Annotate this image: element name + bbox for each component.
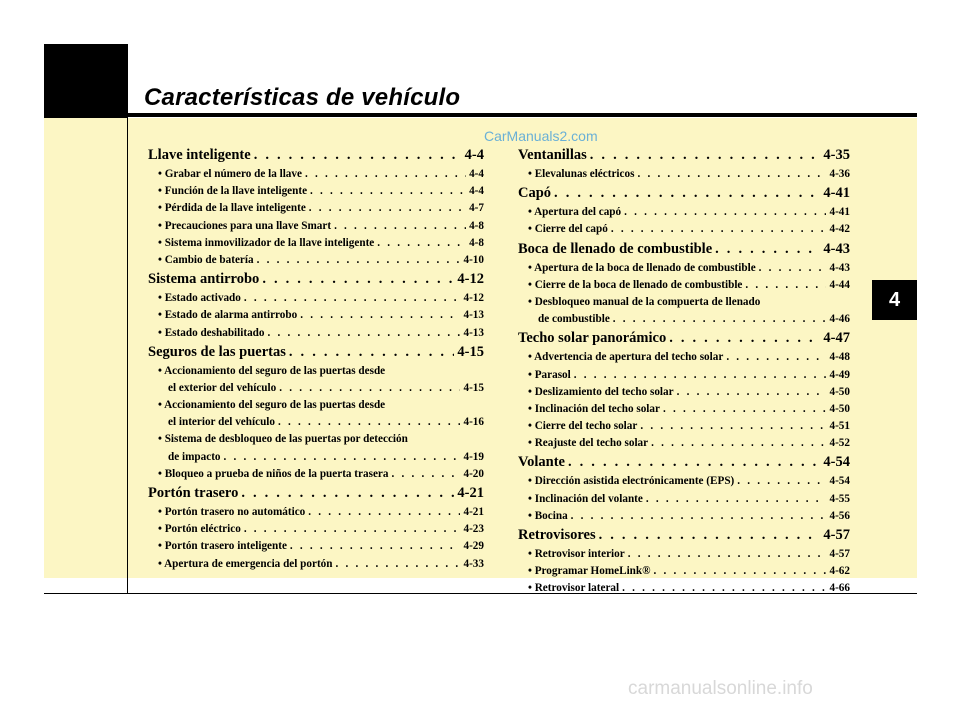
section-page-number: 4-43 [823,240,850,257]
section-title: Ventanillas [518,147,587,163]
toc-left-column [148,145,484,573]
entry-page-number: 4-46 [829,313,850,326]
margin-rule [127,118,128,594]
leader-dots [224,449,461,466]
entry-label: • Portón trasero inteligente [158,540,287,553]
toc-entry[interactable] [518,367,850,384]
toc-entry[interactable] [518,473,850,490]
toc-section-heading[interactable] [518,239,850,260]
section-title: Boca de llenado de combustible [518,240,713,257]
toc-section-heading[interactable] [518,183,850,204]
toc-entry[interactable] [148,235,484,252]
toc-entry[interactable] [518,221,850,238]
leader-dots [257,252,461,269]
entry-label-line2 [528,311,850,328]
leader-dots [715,239,820,260]
section-title: Techo solar panorámico [518,330,667,347]
leader-dots [278,414,460,431]
toc-entry[interactable] [518,563,850,580]
entry-label: • Sistema inmovilizador de la llave inteligente [158,236,375,249]
leader-dots [308,504,460,521]
entry-page-number: 4-19 [463,450,484,463]
section-title: Seguros de las puertas [148,343,286,360]
toc-entry[interactable] [148,521,484,538]
leader-dots [309,200,466,217]
entry-page-number: 4-15 [463,381,484,394]
entry-label: • Programar HomeLink® [528,565,651,578]
entry-page-number: 4-13 [463,326,484,339]
entry-label: • Reajuste del techo solar [528,437,649,450]
entry-label-line1: • Desbloqueo manual de la compuerta de llenado [528,295,761,308]
toc-entry[interactable] [518,491,850,508]
entry-page-number: 4-49 [829,368,850,381]
section-title: Volante [518,454,565,471]
entry-page-number: 4-42 [829,223,850,236]
toc-entry[interactable] [518,384,850,401]
toc-entry[interactable] [148,307,484,324]
toc-entry[interactable] [148,363,484,397]
leader-dots [241,483,454,504]
toc-entry[interactable] [518,418,850,435]
entry-page-number: 4-10 [463,253,484,266]
toc-section-heading[interactable] [148,483,484,504]
entry-label-line2 [158,449,484,466]
entry-page-number: 4-44 [829,278,850,291]
entry-page-number: 4-57 [829,548,850,560]
entry-page-number: 4-12 [463,292,484,305]
leader-dots [759,260,827,277]
toc-section-heading[interactable] [148,269,484,290]
leader-dots [268,325,461,342]
toc-entry[interactable] [148,556,484,573]
section-page-number: 4-47 [823,330,850,347]
toc-entry[interactable] [148,218,484,235]
toc-entry[interactable] [148,200,484,217]
entry-label-line2 [158,414,484,431]
toc-section-heading[interactable] [518,452,850,473]
toc-entry[interactable] [518,580,850,597]
section-title: Retrovisores [518,527,596,543]
entry-page-number: 4-16 [463,416,484,429]
entry-label: el exterior del vehículo [168,381,277,394]
leader-dots [669,328,820,349]
toc-section-heading[interactable] [518,328,850,349]
entry-page-number: 4-43 [829,261,850,274]
entry-label: • Dirección asistida electrónicamente (EPS) [528,475,735,488]
leader-dots [244,521,461,538]
entry-label: • Portón trasero no automático [158,506,306,518]
entry-label: el interior del vehículo [168,416,275,429]
page-title: Características de vehículo [144,84,461,111]
leader-dots [568,452,820,473]
leader-dots [624,204,826,221]
entry-label: • Portón eléctrico [158,523,241,536]
leader-dots [254,145,462,166]
chapter-tab[interactable]: 4 [872,280,917,320]
entry-label: • Bocina [528,509,568,522]
leader-dots [310,183,466,200]
entry-label: • Estado de alarma antirrobo [158,309,298,322]
corner-block [44,44,128,118]
toc-entry[interactable] [148,504,484,521]
entry-page-number: 4-50 [829,385,850,398]
leader-dots [613,311,827,328]
entry-page-number: 4-41 [829,206,850,219]
leader-dots [290,538,461,555]
leader-dots [590,145,821,166]
entry-page-number: 4-7 [469,202,484,215]
section-page-number: 4-57 [823,527,850,543]
entry-label: de combustible [538,313,610,326]
leader-dots [289,342,455,363]
entry-page-number: 4-36 [829,168,850,180]
leader-dots [554,183,820,204]
entry-label-line1: • Accionamiento del seguro de las puertas desde [158,364,386,377]
leader-dots [244,290,461,307]
leader-dots [334,218,466,235]
entry-label: • Cierre del capó [528,223,608,236]
toc-entry[interactable] [148,183,484,200]
toc-entry[interactable] [148,538,484,555]
entry-label: • Apertura del capó [528,206,622,219]
entry-label-line2 [158,380,484,397]
section-page-number: 4-4 [464,147,484,163]
leader-dots [628,546,827,563]
entry-page-number: 4-4 [469,168,484,180]
leader-dots [637,166,826,183]
entry-label: • Elevalunas eléctricos [528,168,635,180]
toc-section-heading[interactable] [148,145,484,166]
entry-page-number: 4-21 [463,506,484,518]
toc-entry[interactable] [148,252,484,269]
leader-dots [571,508,827,525]
leader-dots [262,269,454,290]
toc-section-heading[interactable] [518,525,850,546]
leader-dots [391,466,460,483]
toc-entry[interactable] [518,508,850,525]
entry-page-number: 4-29 [463,540,484,553]
toc-entry[interactable] [148,431,484,465]
leader-dots [737,473,826,490]
leader-dots [640,418,826,435]
toc-section-heading[interactable] [518,145,850,166]
toc-entry[interactable] [518,166,850,183]
entry-page-number: 4-66 [829,582,850,595]
toc-entry[interactable] [518,435,850,452]
toc-entry[interactable] [518,260,850,277]
watermark-bottom: carmanualsonline.info [628,678,813,699]
entry-label: • Precauciones para una llave Smart [158,219,332,232]
leader-dots [574,367,827,384]
leader-dots [653,563,826,580]
section-page-number: 4-15 [457,343,484,360]
leader-dots [611,221,827,238]
left-margin-panel [44,118,128,578]
leader-dots [279,380,460,397]
entry-label: • Apertura de la boca de llenado de combustible [528,261,756,274]
entry-label-line1: • Accionamiento del seguro de las puertas desde [158,399,386,412]
section-title: Sistema antirrobo [148,271,260,288]
toc-entry[interactable] [518,546,850,563]
toc-entry[interactable] [518,349,850,366]
section-page-number: 4-21 [457,485,484,501]
entry-label: • Advertencia de apertura del techo solar [528,351,724,364]
toc-entry[interactable] [148,397,484,431]
entry-label: • Grabar el número de la llave [158,168,302,180]
toc-entry[interactable] [148,325,484,342]
entry-page-number: 4-54 [829,475,850,488]
section-page-number: 4-41 [823,185,850,202]
entry-label: • Pérdida de la llave inteligente [158,202,306,215]
leader-dots [305,166,466,183]
toc-entry[interactable] [518,294,850,328]
entry-page-number: 4-13 [463,309,484,322]
toc-right-column [518,145,850,598]
entry-label: • Retrovisor interior [528,548,625,560]
title-rule [128,113,917,117]
section-title: Capó [518,185,552,202]
entry-page-number: 4-51 [829,420,850,433]
toc-entry[interactable] [518,401,850,418]
entry-label: • Cambio de batería [158,253,254,266]
entry-page-number: 4-23 [463,523,484,536]
entry-page-number: 4-33 [463,557,484,570]
section-title: Llave inteligente [148,147,251,163]
entry-label: • Deslizamiento del techo solar [528,385,674,398]
leader-dots [300,307,460,324]
entry-page-number: 4-48 [829,351,850,364]
entry-label: • Inclinación del volante [528,492,643,505]
leader-dots [726,349,826,366]
entry-page-number: 4-4 [469,185,484,198]
leader-dots [677,384,827,401]
section-title: Portón trasero [148,485,239,501]
entry-page-number: 4-62 [829,565,850,578]
entry-label: • Cierre del techo solar [528,420,638,433]
section-page-number: 4-35 [823,147,850,163]
leader-dots [651,435,826,452]
entry-label: • Función de la llave inteligente [158,185,308,198]
toc-section-heading[interactable] [148,342,484,363]
toc-entry[interactable] [148,466,484,483]
entry-label: de impacto [168,450,221,463]
leader-dots [599,525,821,546]
entry-page-number: 4-56 [829,509,850,522]
leader-dots [336,556,461,573]
entry-label: • Inclinación del techo solar [528,402,660,415]
toc-entry[interactable] [148,290,484,307]
leader-dots [663,401,827,418]
entry-label: • Apertura de emergencia del portón [158,557,333,570]
entry-label: • Cierre de la boca de llenado de combustible [528,278,743,291]
entry-page-number: 4-52 [829,437,850,450]
entry-label: • Bloqueo a prueba de niños de la puerta trasera [158,467,389,480]
entry-page-number: 4-55 [829,492,850,505]
watermark-top: CarManuals2.com [484,128,598,144]
entry-label-line1: • Sistema de desbloqueo de las puertas por detección [158,433,408,446]
entry-label: • Parasol [528,368,571,381]
entry-label: • Retrovisor lateral [528,582,620,595]
section-page-number: 4-12 [457,271,484,288]
entry-page-number: 4-8 [469,236,484,249]
leader-dots [646,491,827,508]
toc-entry[interactable] [518,204,850,221]
entry-label: • Estado activado [158,292,241,305]
entry-page-number: 4-50 [829,402,850,415]
toc-entry[interactable] [148,166,484,183]
entry-page-number: 4-8 [469,219,484,232]
leader-dots [745,277,826,294]
toc-entry[interactable] [518,277,850,294]
leader-dots [377,235,466,252]
section-page-number: 4-54 [823,454,850,471]
entry-label: • Estado deshabilitado [158,326,265,339]
entry-page-number: 4-20 [463,467,484,480]
leader-dots [622,580,826,597]
